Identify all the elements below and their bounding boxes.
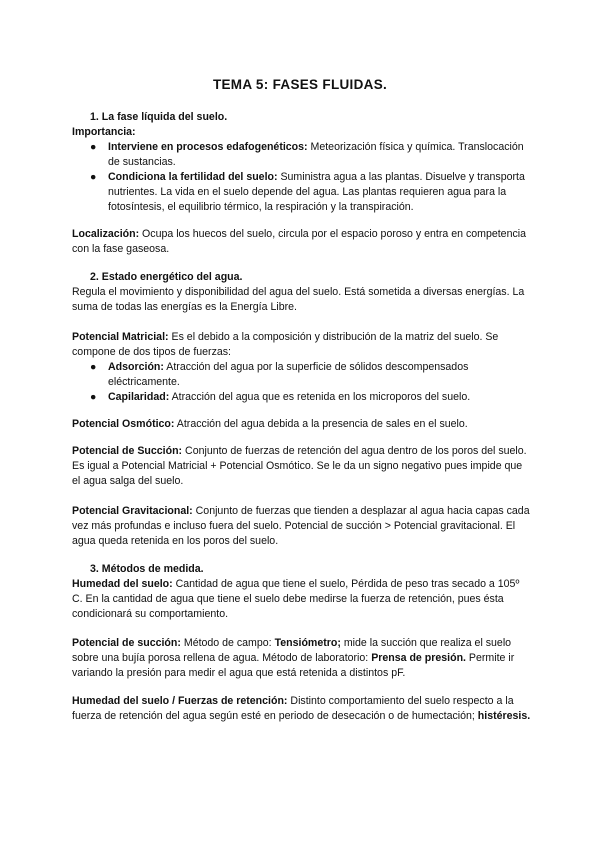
paragraph-text: Método de campo:: [180, 637, 275, 649]
term-label: Potencial de succión:: [72, 637, 181, 649]
importancia-list: [72, 140, 532, 215]
paragraph-text: Es el debido a la composición y distribución de la matriz del suelo. Se compone de dos tipos de fuerzas:: [72, 331, 499, 358]
term-label: Potencial Osmótico:: [72, 418, 175, 430]
metodos-succion-paragraph: [72, 636, 532, 681]
paragraph-text: Distinto comportamiento del suelo respecto a la fuerza de retención del agua según esté en periodo de desecación o de humectación;: [72, 695, 514, 722]
term-label: Potencial de Succión:: [72, 445, 183, 457]
list-item: [72, 360, 532, 390]
paragraph-text: Ocupa los huecos del suelo, circula por el espacio poroso y entra en competencia con la fase gaseosa.: [72, 228, 527, 255]
succion-paragraph: [72, 444, 532, 489]
importancia-label: Importancia:: [72, 126, 136, 138]
emphasis-text: histéresis.: [477, 710, 531, 722]
term-label: Potencial Matricial:: [72, 331, 169, 343]
section-2-intro: Regula el movimiento y disponibilidad del agua del suelo. Está sometida a diversas energías. La suma de todas las energías es la Energía Libre.: [72, 286, 525, 313]
list-item-text: Suministra agua a las plantas. Disuelve y transporta nutrientes. La vida en el suelo depende del agua. Las plantas requieren agua para la fotosíntesis, el equilibrio térmico, la respiración y la transpiración.: [108, 171, 525, 213]
term-label: Humedad del suelo / Fuerzas de retención:: [72, 695, 288, 707]
list-item: [72, 390, 532, 405]
section-1: [72, 110, 532, 215]
emphasis-text: Prensa de presión.: [371, 652, 466, 664]
emphasis-text: Tensiómetro;: [274, 637, 341, 649]
paragraph-text: Conjunto de fuerzas de retención del agua dentro de los poros del suelo. Es igual a Potencial Matricial + Potencial Osmótico. Se le da un signo negativo pues impide que el agua salga del suelo.: [72, 445, 527, 487]
bullet-icon: ●: [90, 361, 97, 373]
section-2: [72, 270, 532, 315]
section-2-heading: 2. Estado energético del agua.: [90, 271, 243, 283]
list-item-term: Adsorción:: [108, 361, 164, 373]
localizacion-paragraph: [72, 227, 532, 257]
list-item-term: Interviene en procesos edafogenéticos:: [108, 141, 308, 153]
paragraph-text: Atracción del agua debida a la presencia de sales en el suelo.: [174, 418, 468, 430]
gravitacional-paragraph: [72, 504, 532, 549]
list-item: [72, 140, 532, 170]
section-3: [72, 562, 532, 622]
paragraph-text: Conjunto de fuerzas que tienden a desplazar al agua hacia capas cada vez más profundas e incluso fuera del suelo. Potencial de succión > Potencial gravitacional. El agua queda retenida en los poros del suelo.: [72, 505, 530, 547]
matricial-paragraph: [72, 330, 532, 405]
page-title: TEMA 5: FASES FLUIDAS.: [212, 77, 388, 92]
list-item-text: Atracción del agua que es retenida en los microporos del suelo.: [169, 391, 471, 403]
list-item-term: Capilaridad:: [108, 391, 170, 403]
term-label: Humedad del suelo:: [72, 578, 173, 590]
list-item: [72, 170, 532, 215]
bullet-icon: ●: [90, 171, 97, 183]
bullet-icon: ●: [90, 141, 97, 153]
bullet-icon: ●: [90, 391, 97, 403]
section-3-heading: 3. Métodos de medida.: [90, 563, 204, 575]
fuerzas-retencion-paragraph: [72, 694, 532, 724]
list-item-term: Condiciona la fertilidad del suelo:: [108, 171, 278, 183]
term-label: Potencial Gravitacional:: [72, 505, 193, 517]
paragraph-text: Cantidad de agua que tiene el suelo, Pérdida de peso tras secado a 105º C. En la cantidad de agua que tiene el suelo debe medirse la fuerza de retención, pues ésta condicionará su comportamiento.: [72, 578, 520, 620]
osmotico-paragraph: [72, 417, 532, 432]
list-item-text: Atracción del agua por la superficie de sólidos descompensados eléctricamente.: [108, 361, 469, 388]
section-1-heading: 1. La fase líquida del suelo.: [90, 111, 228, 123]
term-label: Localización:: [72, 228, 140, 240]
paragraph-text: Permite ir variando la presión para medir el agua que está retenida a distintos pF.: [72, 652, 515, 679]
list-item-text: Meteorización física y química. Translocación de sustancias.: [108, 141, 524, 168]
matricial-list: [72, 360, 532, 405]
paragraph-text: mide la succión que realiza el suelo sobre una bujía porosa rellena de agua. Método de laboratorio:: [72, 637, 512, 664]
